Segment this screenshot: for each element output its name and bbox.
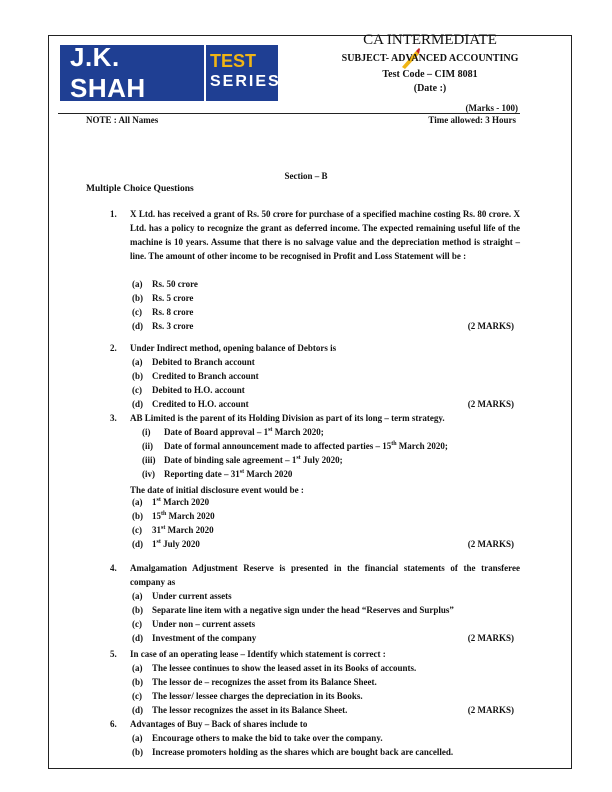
option-text: Under non – current assets <box>152 619 256 629</box>
option-label: (a) <box>132 591 143 601</box>
note-label: NOTE : All Names <box>86 115 159 125</box>
ordinal-suffix: st <box>156 539 161 545</box>
ordinal-suffix: th <box>391 441 397 447</box>
option-label: (d) <box>132 633 143 643</box>
time-allowed: Time allowed: 3 Hours <box>428 115 516 125</box>
question-number: 1. <box>110 209 117 219</box>
condition-text: Reporting date – 31st March 2020 <box>164 469 293 479</box>
question-text: Advantages of Buy – Back of shares include to <box>130 719 308 729</box>
option-label: (c) <box>132 619 142 629</box>
option-label: (d) <box>132 539 143 549</box>
option-label: (a) <box>132 497 143 507</box>
option-label: (b) <box>132 605 143 615</box>
question-number: 2. <box>110 343 117 353</box>
option-label: (b) <box>132 511 143 521</box>
option-text: The lessor de – recognizes the asset from its Balance Sheet. <box>152 677 377 687</box>
option-text: Debited to H.O. account <box>152 385 245 395</box>
option-text: 1st March 2020 <box>152 497 210 507</box>
option-label: (a) <box>132 663 143 673</box>
logo-brand: J.K. SHAH <box>70 42 146 103</box>
subject-line: SUBJECT- ADVANCED ACCOUNTING <box>341 53 519 64</box>
option-label: (b) <box>132 371 143 381</box>
option-text: Rs. 8 crore <box>152 307 194 317</box>
question-number: 6. <box>110 719 117 729</box>
ordinal-suffix: st <box>239 469 245 475</box>
header-divider <box>58 113 520 114</box>
section-title: Section – B <box>284 171 328 181</box>
question-marks: (2 MARKS) <box>467 321 514 331</box>
option-label: (c) <box>132 525 142 535</box>
option-label: (a) <box>132 357 143 367</box>
question-number: 5. <box>110 649 117 659</box>
question-text: In case of an operating lease – Identify which statement is correct : <box>130 649 386 659</box>
condition-label: (ii) <box>142 441 153 451</box>
condition-label: (iv) <box>142 469 155 479</box>
ordinal-suffix: st <box>161 525 166 531</box>
section-subtitle: Multiple Choice Questions <box>86 184 194 194</box>
question-number: 4. <box>110 563 117 573</box>
ordinal-suffix: st <box>268 427 273 433</box>
ordinal-suffix: st <box>296 455 301 461</box>
option-text: Under current assets <box>152 591 232 601</box>
option-label: (d) <box>132 321 143 331</box>
test-code: Test Code – CIM 8081 <box>382 69 478 80</box>
option-text: The lessee continues to show the leased asset in its Books of accounts. <box>152 663 417 673</box>
option-text: 15th March 2020 <box>152 511 215 521</box>
question-subtext: The date of initial disclosure event would be : <box>130 485 304 495</box>
option-text: Separate line item with a negative sign under the head “Reserves and Surplus” <box>152 605 454 615</box>
question-text: X Ltd. has received a grant of Rs. 50 crore for purchase of a specified machine costing Rs. 80 crore. X Ltd. has a policy to recognize the grant as deferred income. The expected remaining useful life of the machine is 10 years. Assume that there is no salvage value and the depreciation method is straight – line. The amount of other income to be recognised in Profit and Loss Statement will be : <box>130 209 520 261</box>
ordinal-suffix: st <box>156 497 161 503</box>
option-text: Rs. 50 crore <box>152 279 198 289</box>
jk-shah-test-series-logo <box>60 42 281 103</box>
question-marks: (2 MARKS) <box>467 705 514 715</box>
question-marks: (2 MARKS) <box>467 633 514 643</box>
logo-series-label: SERIES <box>210 73 281 90</box>
question-text: Under Indirect method, opening balance of Debtors is <box>130 343 337 353</box>
option-label: (c) <box>132 691 142 701</box>
condition-text: Date of binding sale agreement – 1st July 2020; <box>164 455 343 465</box>
option-label: (b) <box>132 293 143 303</box>
option-text: Increase promoters holding as the shares which are bought back are cancelled. <box>152 747 454 757</box>
course-title: CA INTERMEDIATE <box>363 32 497 48</box>
condition-label: (iii) <box>142 455 156 465</box>
question-text: Amalgamation Adjustment Reserve is presented in the financial statements of the transferee company as <box>130 563 520 587</box>
option-text: Encourage others to make the bid to take over the company. <box>152 733 383 743</box>
question-text: AB Limited is the parent of its Holding Division as part of its long – term strategy. <box>130 413 445 423</box>
option-label: (b) <box>132 747 143 757</box>
option-label: (a) <box>132 733 143 743</box>
option-text: Investment of the company <box>152 633 257 643</box>
question-marks: (2 MARKS) <box>467 539 514 549</box>
logo-test-series <box>204 45 281 101</box>
option-label: (d) <box>132 705 143 715</box>
condition-text: Date of formal announcement made to affected parties – 15th March 2020; <box>164 441 448 451</box>
option-label: (c) <box>132 307 142 317</box>
option-text: Rs. 5 crore <box>152 293 194 303</box>
test-date: (Date :) <box>413 83 447 94</box>
option-text: The lessor/ lessee charges the depreciation in its Books. <box>152 691 363 701</box>
ordinal-suffix: th <box>161 511 167 517</box>
condition-label: (i) <box>142 427 151 437</box>
option-label: (d) <box>132 399 143 409</box>
option-text: Debited to Branch account <box>152 357 255 367</box>
option-text: Rs. 3 crore <box>152 321 194 331</box>
condition-text: Date of Board approval – 1st March 2020; <box>164 427 324 437</box>
option-text: 1st July 2020 <box>152 539 200 549</box>
option-text: Credited to Branch account <box>152 371 259 381</box>
option-label: (c) <box>132 385 142 395</box>
option-label: (a) <box>132 279 143 289</box>
total-marks: (Marks - 100) <box>465 103 518 113</box>
question-marks: (2 MARKS) <box>467 399 514 409</box>
option-text: The lessor recognizes the asset in its Balance Sheet. <box>152 705 348 715</box>
option-text: 31st March 2020 <box>152 525 214 535</box>
option-text: Credited to H.O. account <box>152 399 249 409</box>
question-number: 3. <box>110 413 117 423</box>
option-label: (b) <box>132 677 143 687</box>
logo-test-label: TEST <box>210 51 257 71</box>
